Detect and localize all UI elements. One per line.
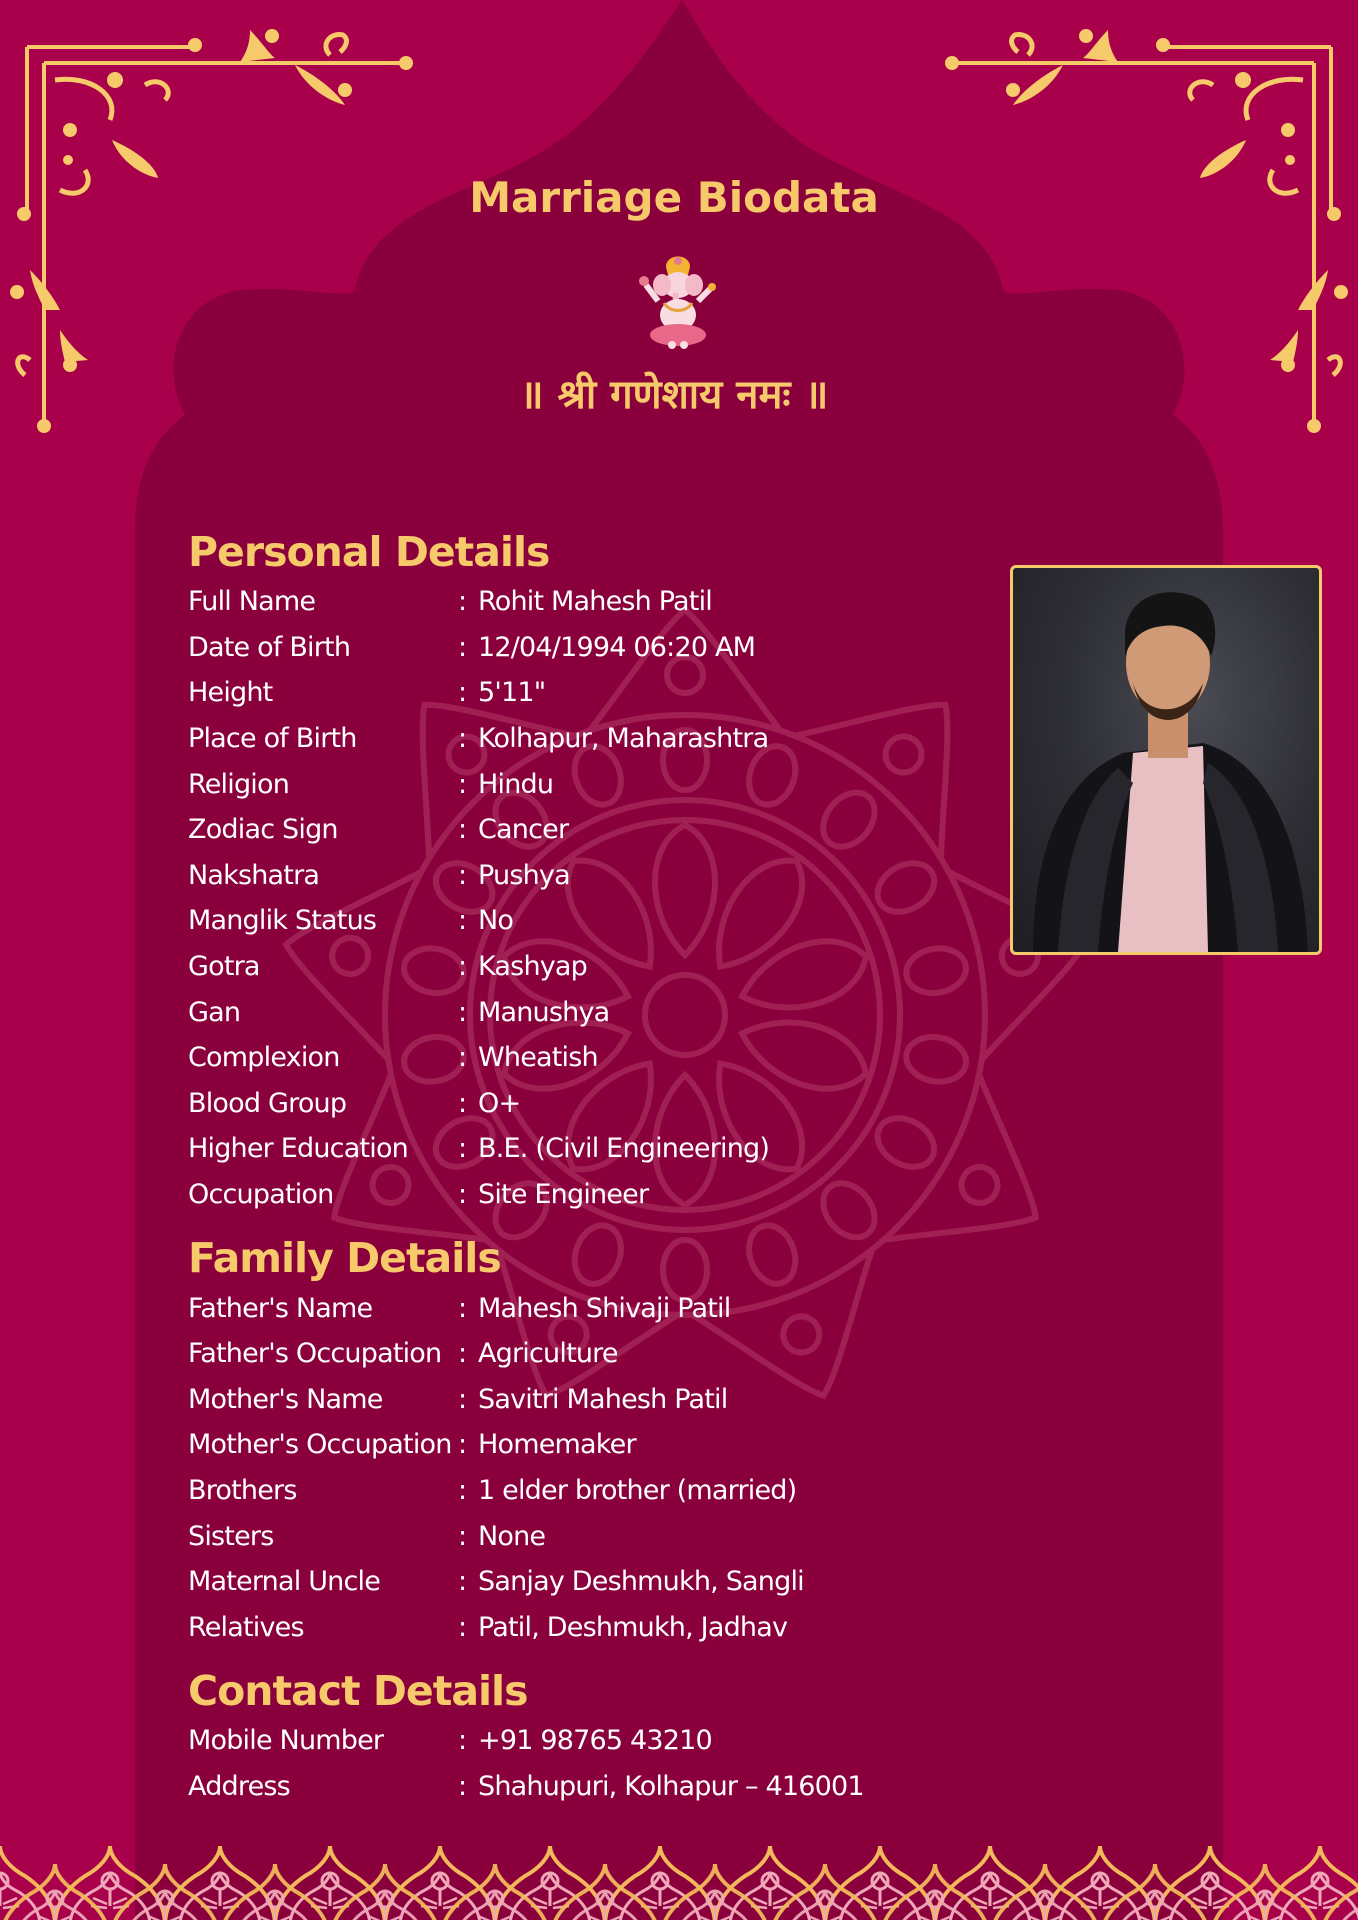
detail-label: Occupation	[188, 1179, 334, 1211]
separator: :	[458, 1087, 467, 1119]
detail-value: 12/04/1994 06:20 AM	[478, 631, 756, 663]
separator: :	[458, 1383, 467, 1415]
detail-label: Sisters	[188, 1520, 274, 1552]
separator: :	[458, 1611, 467, 1643]
detail-label: Father's Occupation	[188, 1338, 442, 1370]
detail-row	[188, 944, 1008, 990]
detail-row	[188, 1718, 1008, 1764]
biodata-details	[188, 525, 1008, 1809]
detail-label: Relatives	[188, 1611, 304, 1643]
separator: :	[458, 1042, 467, 1074]
separator: :	[458, 768, 467, 800]
detail-value: Shahupuri, Kolhapur – 416001	[478, 1770, 864, 1802]
detail-row	[188, 579, 1008, 625]
detail-row	[188, 1559, 1008, 1605]
separator: :	[458, 677, 467, 709]
detail-row	[188, 1035, 1008, 1081]
detail-value: Wheatish	[478, 1042, 598, 1074]
detail-label: Date of Birth	[188, 631, 351, 663]
detail-value: Sanjay Deshmukh, Sangli	[478, 1566, 804, 1598]
section-title-contact: Contact Details	[188, 1667, 528, 1716]
separator: :	[458, 1474, 467, 1506]
detail-label: Maternal Uncle	[188, 1566, 381, 1598]
person-portrait-icon	[1013, 568, 1319, 952]
detail-row	[188, 625, 1008, 671]
family-details-list	[188, 1285, 1008, 1650]
detail-value: Hindu	[478, 768, 554, 800]
detail-label: Zodiac Sign	[188, 814, 338, 846]
detail-row	[188, 853, 1008, 899]
separator: :	[458, 859, 467, 891]
separator: :	[458, 1566, 467, 1598]
invocation-text: ॥ श्री गणेशाय नमः ॥	[519, 372, 829, 418]
paisley-border-icon	[0, 1840, 1358, 1920]
detail-label: Complexion	[188, 1042, 340, 1074]
separator: :	[458, 1429, 467, 1461]
detail-value: Mahesh Shivaji Patil	[478, 1292, 731, 1324]
detail-value: Pushya	[478, 859, 570, 891]
separator: :	[458, 905, 467, 937]
detail-label: Gan	[188, 996, 241, 1028]
detail-row	[188, 1285, 1008, 1331]
detail-value: Patil, Deshmukh, Jadhav	[478, 1611, 788, 1643]
detail-label: Mother's Name	[188, 1383, 383, 1415]
ganesha-icon	[630, 245, 726, 351]
detail-label: Address	[188, 1770, 290, 1802]
section-title-personal: Personal Details	[188, 528, 550, 576]
profile-photo	[1010, 565, 1322, 955]
separator: :	[458, 1725, 467, 1757]
detail-label: Mobile Number	[188, 1725, 384, 1757]
detail-row	[188, 1422, 1008, 1468]
detail-value: No	[478, 905, 514, 937]
separator: :	[458, 631, 467, 663]
detail-row	[188, 1331, 1008, 1377]
detail-value: Kashyap	[478, 951, 588, 983]
detail-value: Savitri Mahesh Patil	[478, 1383, 728, 1415]
separator: :	[458, 1292, 467, 1324]
detail-row	[188, 1513, 1008, 1559]
separator: :	[458, 1520, 467, 1552]
detail-label: Height	[188, 677, 273, 709]
contact-details-list	[188, 1718, 1008, 1809]
detail-label: Religion	[188, 768, 290, 800]
detail-label: Brothers	[188, 1474, 297, 1506]
detail-value: Rohit Mahesh Patil	[478, 586, 712, 618]
detail-label: Father's Name	[188, 1292, 373, 1324]
detail-label: Full Name	[188, 586, 316, 618]
separator: :	[458, 723, 467, 755]
detail-row	[188, 1377, 1008, 1423]
detail-label: Gotra	[188, 951, 260, 983]
detail-row	[188, 1764, 1008, 1810]
separator: :	[458, 1133, 467, 1165]
detail-label: Place of Birth	[188, 723, 357, 755]
detail-value: 5'11"	[478, 677, 546, 709]
detail-label: Nakshatra	[188, 859, 320, 891]
detail-value: Site Engineer	[478, 1179, 649, 1211]
detail-value: Homemaker	[478, 1429, 636, 1461]
separator: :	[458, 814, 467, 846]
detail-row	[188, 1081, 1008, 1127]
section-title-family: Family Details	[188, 1234, 501, 1283]
detail-value: Cancer	[478, 814, 569, 846]
detail-value: Manushya	[478, 996, 610, 1028]
detail-row	[188, 761, 1008, 807]
detail-row	[188, 989, 1008, 1035]
detail-value: B.E. (Civil Engineering)	[478, 1133, 770, 1165]
detail-value: O+	[478, 1087, 521, 1119]
detail-row	[188, 807, 1008, 853]
detail-row	[188, 898, 1008, 944]
detail-label: Higher Education	[188, 1133, 408, 1165]
detail-row	[188, 1172, 1008, 1218]
separator: :	[458, 586, 467, 618]
detail-value: +91 98765 43210	[478, 1725, 712, 1757]
separator: :	[458, 1770, 467, 1802]
detail-row	[188, 1604, 1008, 1650]
detail-value: None	[478, 1520, 546, 1552]
detail-value: Agriculture	[478, 1338, 618, 1370]
detail-label: Manglik Status	[188, 905, 377, 937]
separator: :	[458, 996, 467, 1028]
separator: :	[458, 1338, 467, 1370]
separator: :	[458, 1179, 467, 1211]
detail-row	[188, 1126, 1008, 1172]
detail-label: Blood Group	[188, 1087, 347, 1119]
detail-value: Kolhapur, Maharashtra	[478, 723, 769, 755]
detail-value: 1 elder brother (married)	[478, 1474, 797, 1506]
detail-label: Mother's Occupation	[188, 1429, 452, 1461]
detail-row	[188, 670, 1008, 716]
separator: :	[458, 951, 467, 983]
detail-row	[188, 716, 1008, 762]
page-title: Marriage Biodata	[469, 173, 879, 222]
detail-row	[188, 1468, 1008, 1514]
personal-details-list	[188, 579, 1008, 1217]
